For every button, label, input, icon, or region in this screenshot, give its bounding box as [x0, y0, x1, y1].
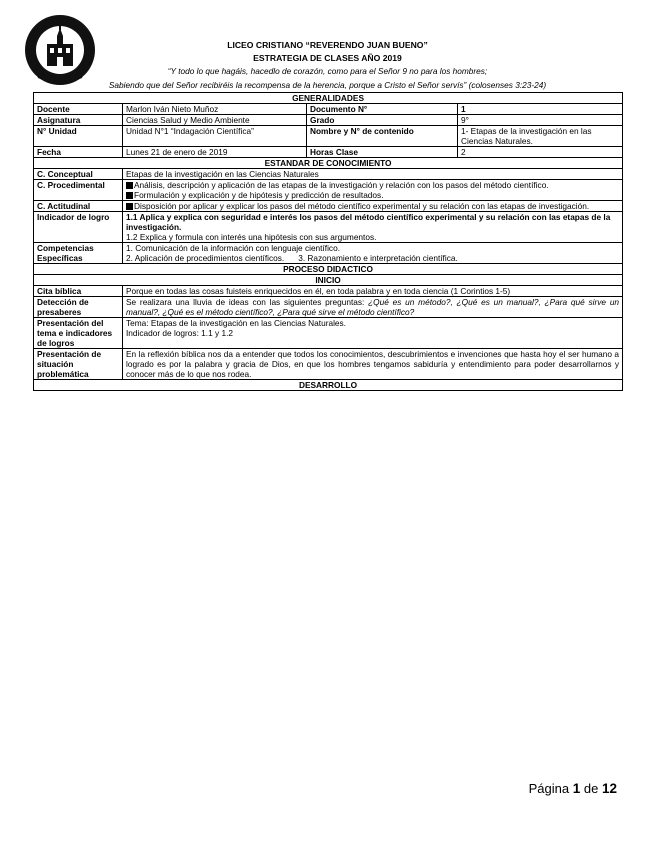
bullet-square-icon — [126, 203, 133, 210]
conceptual-label: C. Conceptual — [34, 169, 123, 180]
section-generalidades: GENERALIDADES — [34, 93, 623, 104]
indicador-1: 1.1 Aplica y explica con seguridad e interés los pasos del método científico experimental y su relación con las etapas de la investigación. — [126, 212, 611, 232]
section-proceso: PROCESO DIDACTICO — [34, 264, 623, 275]
procedimental-item-1: Análisis, descripción y aplicación de las etapas de la investigación y relación con los pasos del método científico. — [134, 180, 549, 190]
quote-line-2: Sabiendo que del Señor recibiréis la recompensa de la herencia, porque a Cristo el Señor servís” (colosenses 3:23-24) — [108, 80, 547, 90]
cita-label: Cita bíblica — [34, 286, 123, 297]
actitudinal-value — [123, 201, 623, 212]
section-desarrollo: DESARROLLO — [34, 380, 623, 391]
deteccion-label: Detección de presaberes — [34, 297, 123, 318]
tema-line: Tema: Etapas de la investigación en las Ciencias Naturales. — [126, 318, 346, 328]
situacion-label: Presentación de situación problemática — [34, 349, 123, 380]
indicador-logros-line: Indicador de logros: 1.1 y 1.2 — [126, 328, 234, 338]
asignatura-value: Ciencias Salud y Medio Ambiente — [123, 115, 307, 126]
conceptual-value: Etapas de la investigación en las Ciencias Naturales — [123, 169, 623, 180]
document-subtitle: ESTRATEGIA DE CLASES AÑO 2019 — [253, 53, 402, 63]
situacion-value: En la reflexión bíblica nos da a entender que todos los conocimientos, descubrimientos e invenciones que hasta hoy el ser humano a logrado es por la palabra y gracia de Dios, en que los hombres tengamos sabiduría y entendimiento para poder desarrollarnos y conocer más de lo que nos rodea. — [123, 349, 623, 380]
competencia-1: 1. Comunicación de la información con lenguaje científico. — [126, 243, 340, 253]
contenido-value: 1- Etapas de la investigación en las Ciencias Naturales. — [458, 126, 623, 147]
presentacion-tema-value — [123, 318, 623, 349]
documento-label: Documento N° — [307, 104, 458, 115]
competencia-2: 2. Aplicación de procedimientos científicos. — [126, 253, 285, 263]
section-inicio: INICIO — [34, 275, 623, 286]
procedimental-label: C. Procedimental — [34, 180, 123, 201]
competencia-3: 3. Razonamiento e interpretación científica. — [298, 253, 458, 263]
unidad-value: Unidad N°1 “Indagación Científica” — [123, 126, 307, 147]
competencias-label: Competencias Específicas — [34, 243, 123, 264]
grado-value: 9° — [458, 115, 623, 126]
presentacion-tema-label: Presentación del tema e indicadores de logros — [34, 318, 123, 349]
grado-label: Grado — [307, 115, 458, 126]
fecha-value: Lunes 21 de enero de 2019 — [123, 147, 307, 158]
bullet-square-icon — [126, 182, 133, 189]
indicador-value — [123, 212, 623, 243]
contenido-label: Nombre y N° de contenido — [307, 126, 458, 147]
deteccion-value — [123, 297, 623, 318]
page-number — [529, 781, 617, 796]
quote-line-1: “Y todo lo que hagáis, hacedlo de corazón, como para el Señor 9 no para los hombres; — [167, 66, 488, 76]
page-of: de — [583, 781, 599, 796]
documento-value: 1 — [458, 104, 623, 115]
docente-value: Marlon Iván Nieto Muñoz — [123, 104, 307, 115]
section-estandar: ESTANDAR DE CONOCIMIENTO — [34, 158, 623, 169]
fecha-label: Fecha — [34, 147, 123, 158]
deteccion-preguntas: ¿Qué es un método?, ¿Qué es un manual?, ¿Para qué sirve un manual?, ¿Qué es el método científico?, ¿Para qué sirve el método científico? — [126, 297, 620, 317]
actitudinal-label: C. Actitudinal — [34, 201, 123, 212]
horas-value: 2 — [458, 147, 623, 158]
school-name: LICEO CRISTIANO “REVERENDO JUAN BUENO” — [227, 40, 428, 50]
actitudinal-text: Disposición por aplicar y explicar los pasos del método científico experimental y su relación con las etapas de investigación. — [134, 201, 590, 211]
current-page: 1 — [572, 781, 581, 796]
indicador-2: 1.2 Explica y formula con interés una hipótesis con sus argumentos. — [126, 232, 377, 242]
procedimental-item-2: Formulación y explicación y de hipótesis y predicción de resultados. — [134, 190, 384, 200]
bullet-square-icon — [126, 192, 133, 199]
deteccion-intro: Se realizara una lluvia de ideas con las siguientes preguntas: — [126, 297, 369, 307]
docente-label: Docente — [34, 104, 123, 115]
competencias-value — [123, 243, 623, 264]
page-word: Página — [528, 781, 570, 796]
cita-value: Porque en todas las cosas fuisteis enriquecidos en él, en toda palabra y en toda ciencia (1 Corintios 1-5) — [123, 286, 623, 297]
horas-label: Horas Clase — [307, 147, 458, 158]
indicador-label: Indicador de logro — [34, 212, 123, 243]
procedimental-value — [123, 180, 623, 201]
asignatura-label: Asignatura — [34, 115, 123, 126]
unidad-label: N° Unidad — [34, 126, 123, 147]
class-strategy-table — [33, 92, 623, 391]
total-pages: 12 — [601, 781, 617, 796]
